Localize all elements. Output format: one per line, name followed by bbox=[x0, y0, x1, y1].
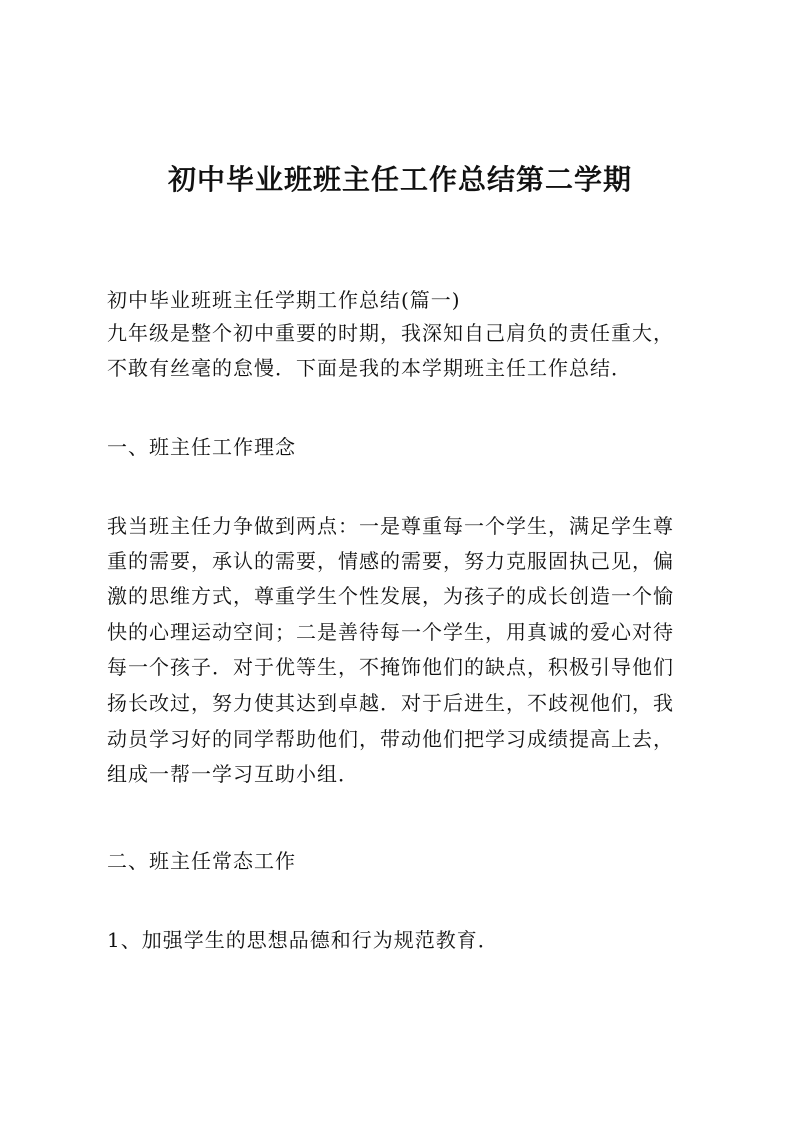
section-1-line-3: 激的思维方式，尊重学生个性发展，为孩子的成长创造一个愉 bbox=[107, 584, 674, 608]
section-1-line-4: 快的心理运动空间；二是善待每一个学生，用真诚的爱心对待 bbox=[107, 620, 674, 644]
section-1-line-8: 组成一帮一学习互助小组． bbox=[107, 762, 359, 786]
section-1-line-2: 重的需要，承认的需要，情感的需要，努力克服固执己见，偏 bbox=[107, 549, 674, 573]
section-1-line-7: 动员学习好的同学帮助他们，带动他们把学习成绩提高上去， bbox=[107, 727, 674, 751]
intro-line-1: 九年级是整个初中重要的时期，我深知自己肩负的责任重大， bbox=[107, 321, 674, 345]
section-1-line-6: 扬长改过，努力使其达到卓越．对于后进生，不歧视他们，我 bbox=[107, 691, 674, 715]
document-subtitle: 初中毕业班班主任学期工作总结(篇一) bbox=[107, 288, 461, 312]
section-2-heading: 二、班主任常态工作 bbox=[107, 849, 296, 873]
intro-line-2: 不敢有丝毫的怠慢．下面是我的本学期班主任工作总结． bbox=[107, 356, 632, 380]
list-item-1: 1、加强学生的思想品德和行为规范教育． bbox=[107, 928, 499, 952]
section-1-line-5: 每一个孩子．对于优等生，不掩饰他们的缺点，积极引导他们 bbox=[107, 655, 674, 679]
section-1-heading: 一、班主任工作理念 bbox=[107, 435, 296, 459]
section-1-line-1: 我当班主任力争做到两点：一是尊重每一个学生，满足学生尊 bbox=[107, 514, 674, 538]
document-title: 初中毕业班班主任工作总结第二学期 bbox=[167, 163, 632, 196]
